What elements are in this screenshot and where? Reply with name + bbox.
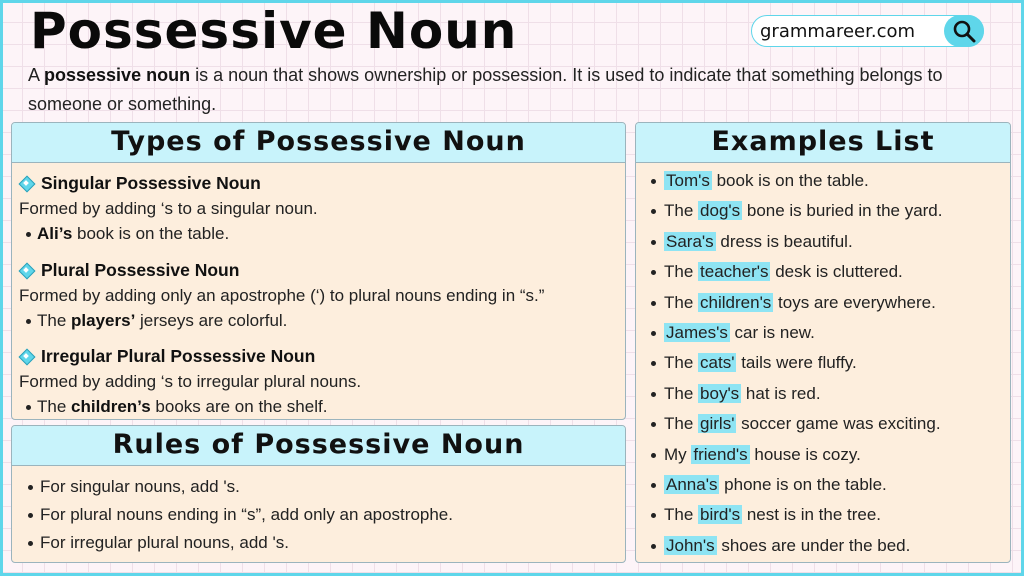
diamond-bullet-icon	[19, 176, 33, 190]
example-item: The girls' soccer game was exciting.	[646, 409, 943, 439]
example-item: Anna's phone is on the table.	[646, 470, 943, 500]
highlighted-noun: dog's	[700, 201, 741, 221]
highlighted-noun: cats'	[700, 353, 735, 373]
rules-list	[24, 473, 453, 557]
examples-list	[646, 166, 943, 561]
type-title: Plural Possessive Noun	[41, 259, 240, 280]
rule-item: For singular nouns, add 's.	[24, 473, 453, 501]
site-badge[interactable]	[751, 15, 984, 47]
highlighted-noun: boy's	[700, 383, 740, 403]
type-description: Formed by adding ‘s to a singular noun.	[19, 199, 318, 218]
types-heading: Types of Possessive Noun	[12, 123, 625, 163]
search-icon[interactable]	[944, 15, 984, 47]
example-item: The bird's nest is in the tree.	[646, 500, 943, 530]
example-item: My friend's house is cozy.	[646, 440, 943, 470]
type-description: Formed by adding ‘s to irregular plural nouns.	[19, 372, 362, 391]
highlighted-noun: girls'	[700, 414, 735, 434]
rule-item: For plural nouns ending in “s”, add only an apostrophe.	[24, 501, 453, 529]
diamond-bullet-icon	[19, 349, 33, 363]
highlighted-noun: children's	[700, 292, 772, 312]
example-item: The teacher's desk is cluttered.	[646, 257, 943, 287]
type-title: Singular Possessive Noun	[41, 172, 261, 193]
example-item: The boy's hat is red.	[646, 379, 943, 409]
highlighted-noun: Anna's	[666, 474, 718, 494]
example-item: Tom's book is on the table.	[646, 166, 943, 196]
page-title: Possessive Noun	[30, 2, 518, 60]
examples-panel	[635, 122, 1011, 563]
highlighted-noun: James's	[666, 322, 728, 342]
types-panel	[11, 122, 626, 420]
intro-bold-term: possessive noun	[44, 65, 191, 85]
type-example: Ali’s book is on the table.	[19, 222, 318, 246]
highlighted-noun: Tom's	[666, 171, 710, 190]
example-item: The dog's bone is buried in the yard.	[646, 196, 943, 226]
examples-heading: Examples List	[636, 123, 1010, 163]
example-item: John's shoes are under the bed.	[646, 531, 943, 561]
highlighted-noun: teacher's	[700, 262, 769, 282]
highlighted-noun: friend's	[693, 444, 748, 464]
type-example: The players’ jerseys are colorful.	[19, 309, 544, 333]
highlighted-noun: bird's	[700, 505, 741, 525]
site-label[interactable]: grammareer.com	[760, 20, 916, 42]
example-item: The cats' tails were fluffy.	[646, 348, 943, 378]
example-item: The children's toys are everywhere.	[646, 288, 943, 318]
highlighted-noun: John's	[666, 535, 715, 555]
diamond-bullet-icon	[19, 263, 33, 277]
example-item: Sara's dress is beautiful.	[646, 227, 943, 257]
rules-heading: Rules of Possessive Noun	[12, 426, 625, 466]
example-item: James's car is new.	[646, 318, 943, 348]
type-singular	[19, 171, 318, 246]
type-plural	[19, 258, 544, 333]
type-title: Irregular Plural Possessive Noun	[41, 345, 316, 366]
rule-item: For irregular plural nouns, add 's.	[24, 529, 453, 557]
intro-text: A possessive noun is a noun that shows ownership or possession. It is used to indicate that something belongs to someone or something.	[28, 65, 943, 114]
type-description: Formed by adding only an apostrophe (‘) to plural nouns ending in “s.”	[19, 286, 545, 305]
type-irregular	[19, 344, 361, 419]
rules-panel	[11, 425, 626, 563]
type-example: The children’s books are on the shelf.	[19, 395, 361, 419]
highlighted-noun: Sara's	[666, 231, 714, 251]
